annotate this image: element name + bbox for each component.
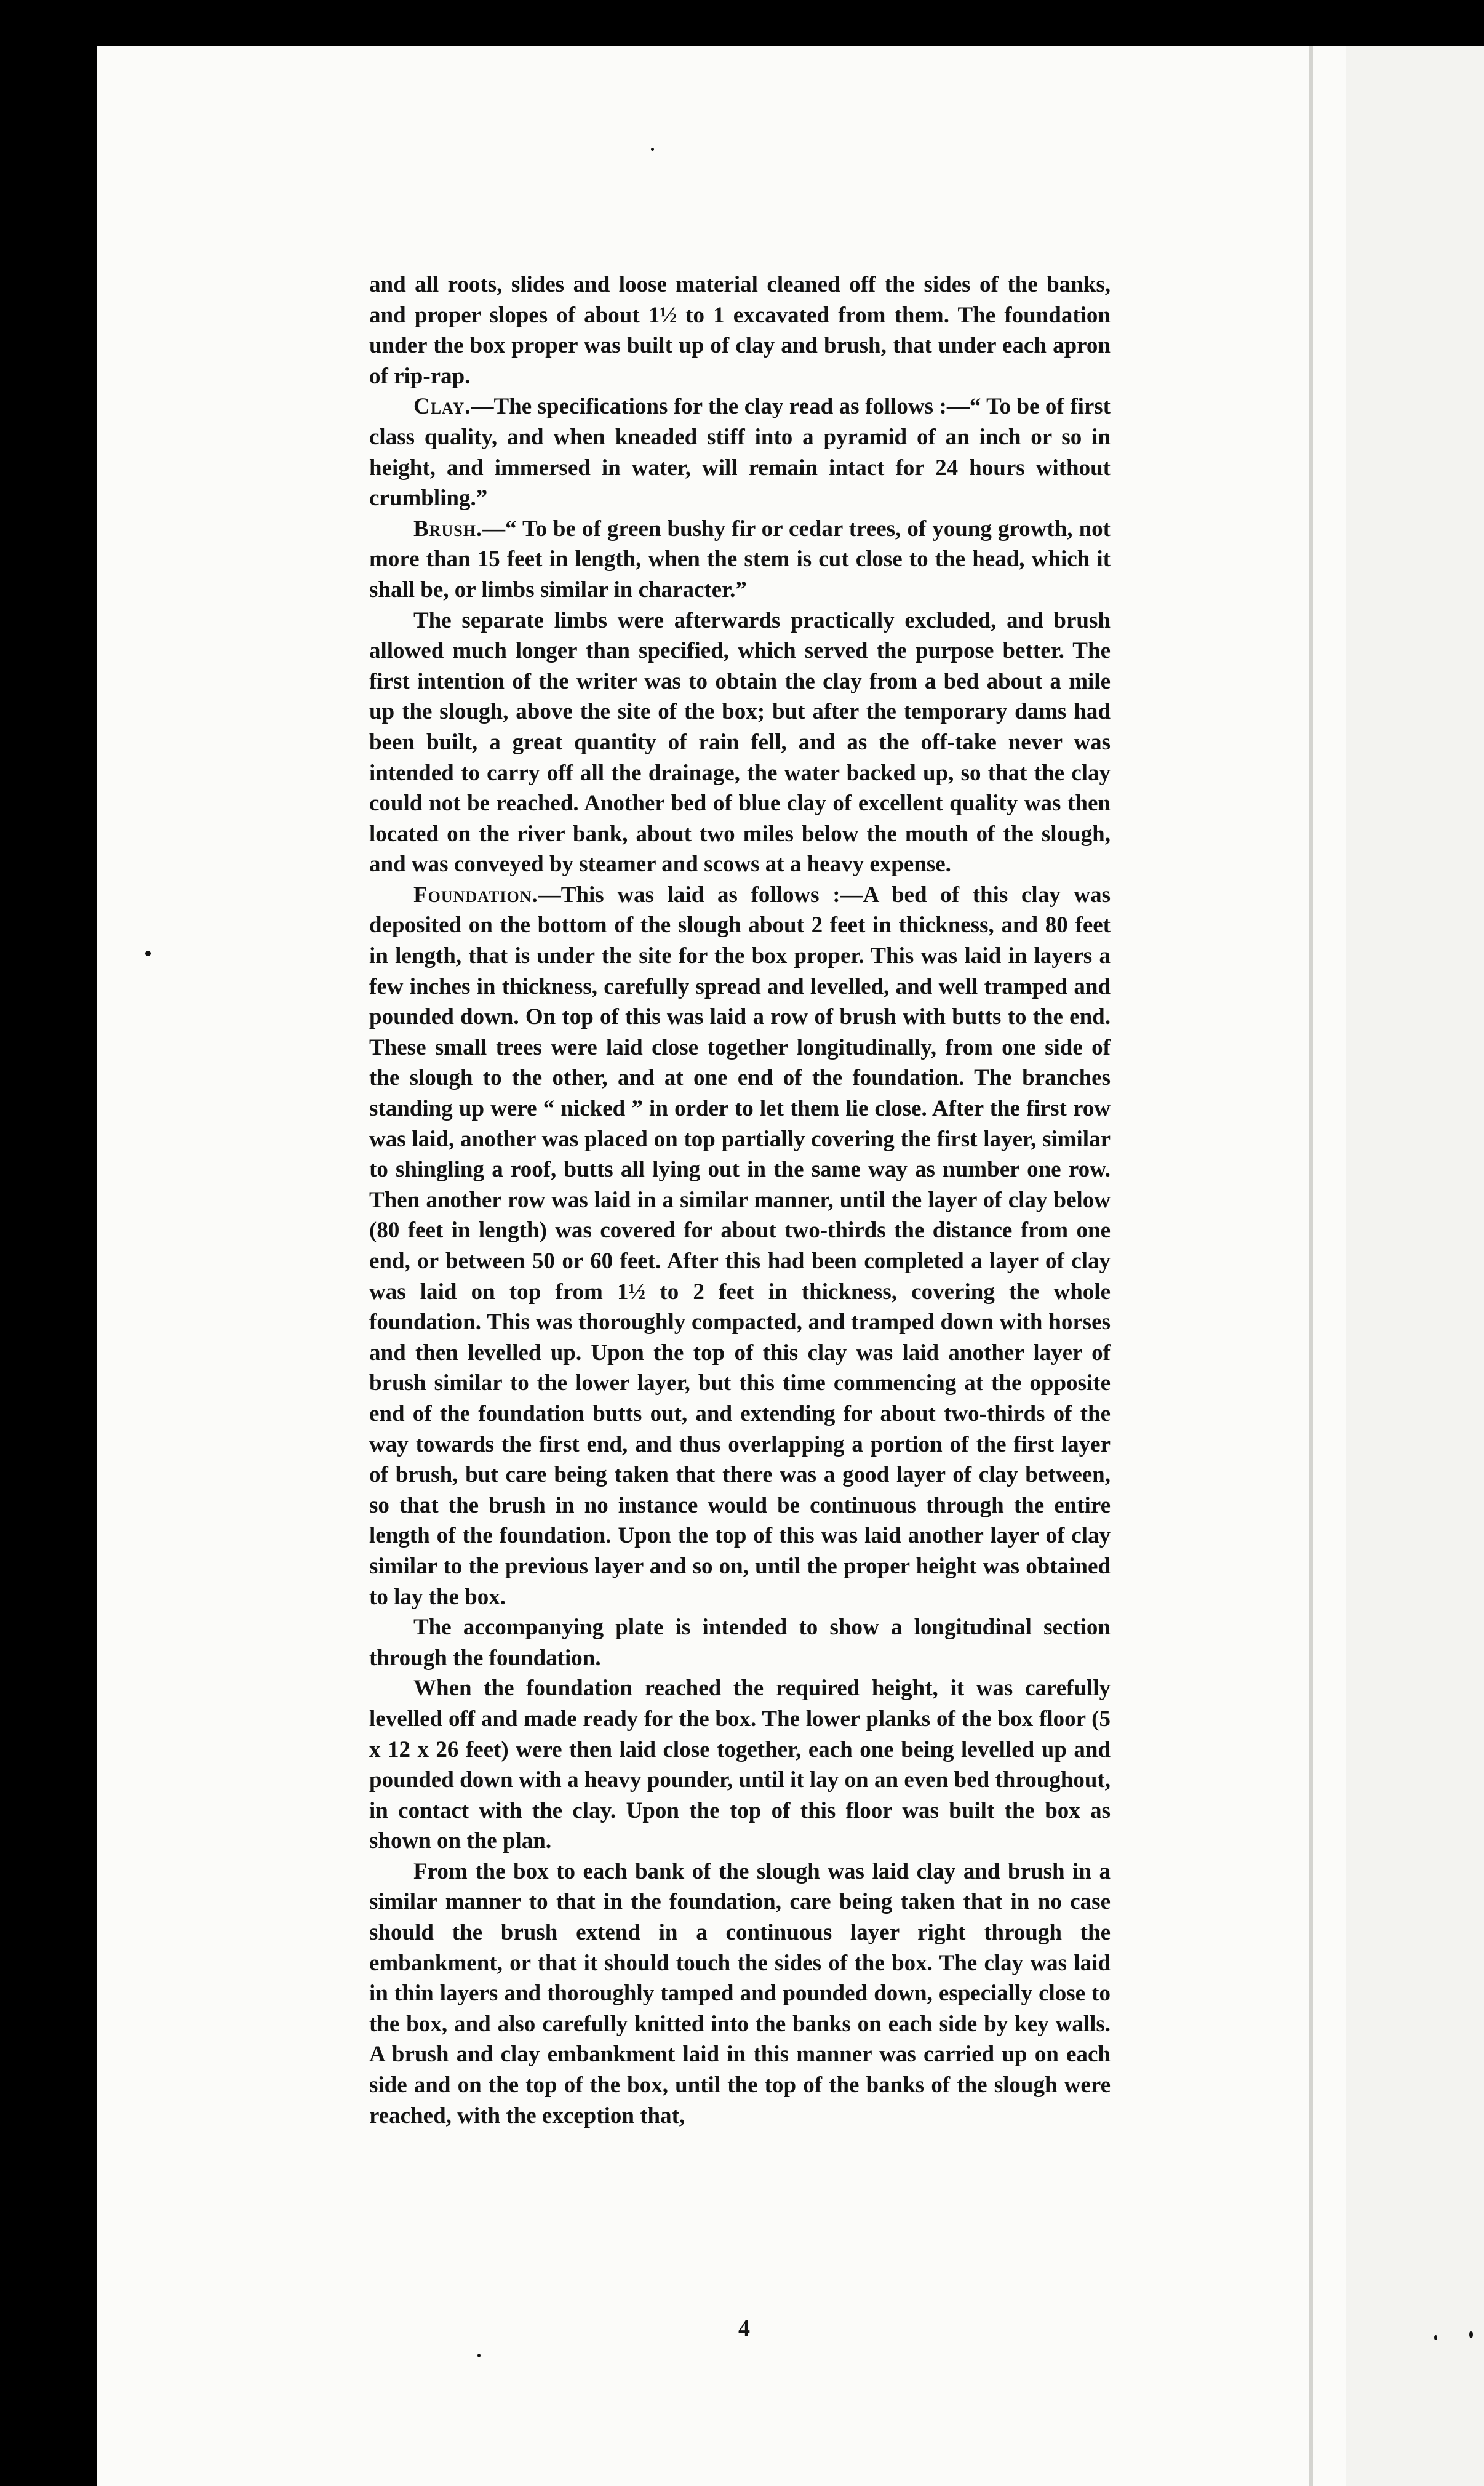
adjacent-page-edge: [1346, 46, 1484, 2486]
page-fold-line: [1309, 46, 1313, 2486]
scan-speck: [145, 951, 151, 956]
paragraph-foundation-text: —This was laid as follows :—A bed of this clay was deposited on the bottom of the slough about 2 feet in thickness, and 80 feet in length, that is under the site for the box proper. This was laid in layers a few inches in thickness, carefully spread and levelled, and well tramped and pounded down. On top of this was laid a row of brush with butts to the end. These small trees were laid close together longitudinally, from one side of the slough to the other, and at one end of the foundation. The branches standing up were “ nicked ” in order to let them lie close. After the first row was laid, another was placed on top partially covering the first layer, similar to shingling a roof, butts all lying out in the same way as number one row. Then another row was laid in a similar manner, until the layer of clay below (80 feet in length) was covered for about two-thirds the distance from one end, or between 50 or 60 feet. After this had been completed a layer of clay was laid on top from 1½ to 2 feet in thickness, covering the whole foundation. This was thoroughly compacted, and tramped down with horses and then levelled up. Upon the top of this clay was laid another layer of brush similar to the lower layer, but this time commencing at the opposite end of the foundation butts out, and extending for about two-thirds of the way towards the first end, and thus overlapping a portion of the first layer of brush, but care being taken that there was a good layer of clay between, so that the brush in no instance would be continuous through the entire length of the foundation. Upon the top of this was laid another layer of clay similar to the previous layer and so on, until the proper height was obtained to lay the box.: [369, 882, 1111, 1610]
paragraph-4: [369, 606, 1111, 880]
body-text: [369, 270, 1111, 2131]
scan-speck: [1469, 2331, 1473, 2338]
paragraph-foundation: [369, 880, 1111, 1612]
paragraph-6-text: The accompanying plate is intended to show a longitudinal section through the foundation.: [369, 1615, 1111, 1671]
scan-speck: [651, 148, 654, 151]
heading-brush: Brush.: [413, 516, 483, 542]
heading-clay: Clay.: [413, 394, 471, 420]
paragraph-brush-text: —“ To be of green bushy fir or cedar trees, of young growth, not more than 15 feet in length, when the stem is cut close to the head, which it shall be, or limbs similar in character.”: [369, 516, 1111, 602]
scan-speck: [477, 2354, 481, 2357]
paragraph-brush: [369, 514, 1111, 606]
paragraph-clay-text: —The specifications for the clay read as follows :—“ To be of first class quality, and when kneaded stiff into a pyramid of an inch or so in height, and immersed in water, will remain intact for 24 hours without crumbling.”: [369, 394, 1111, 511]
paragraph-8-text: From the box to each bank of the slough was laid clay and brush in a similar manner to that in the foundation, care being taken that in no case should the brush extend in a continuous layer right through the embankment, or that it should touch the sides of the box. The clay was laid in thin layers and thoroughly tamped and pounded down, especially close to the box, and also carefully knitted into the banks on each side by key walls. A brush and clay embankment laid in this manner was carried up on each side and on the top of the box, until the top of the banks of the slough were reached, with the exception that,: [369, 1858, 1111, 2128]
scan-speck: [1434, 2335, 1437, 2340]
paragraph-6: [369, 1612, 1111, 1673]
paragraph-7: [369, 1673, 1111, 1857]
paragraph-1-text: and all roots, slides and loose material cleaned off the sides of the banks, and proper slopes of about 1½ to 1 excavated from them. The foundation under the box proper was built up of clay and brush, that under each apron of rip-rap.: [369, 272, 1111, 389]
paragraph-8: [369, 1857, 1111, 2131]
heading-foundation: Foundation.: [413, 882, 538, 908]
paragraph-1: [369, 270, 1111, 391]
paragraph-clay: [369, 391, 1111, 513]
page-number: 4: [738, 2316, 750, 2341]
paragraph-4-text: The separate limbs were afterwards practically excluded, and brush allowed much longer than specified, which served the purpose better. The first intention of the writer was to obtain the clay from a bed about a mile up the slough, above the site of the box; but after the temporary dams had been built, a great quantity of rain fell, and as the off-take never was intended to carry off all the drainage, the water backed up, so that the clay could not be reached. Another bed of blue clay of excellent quality was then located on the river bank, about two miles below the mouth of the slough, and was conveyed by steamer and scows at a heavy expense.: [369, 607, 1111, 877]
paragraph-7-text: When the foundation reached the required height, it was carefully levelled off and made ready for the box. The lower planks of the box floor (5 x 12 x 26 feet) were then laid close together, each one being levelled up and pounded down with a heavy pounder, until it lay on an even bed throughout, in contact with the clay. Upon the top of this floor was built the box as shown on the plan.: [369, 1676, 1111, 1854]
